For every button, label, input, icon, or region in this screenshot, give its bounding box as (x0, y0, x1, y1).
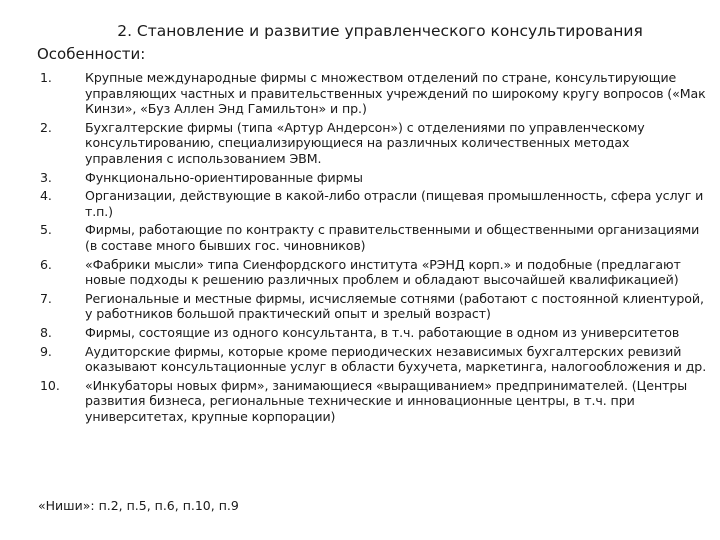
item-number: 1. (40, 70, 52, 85)
list-item (40, 170, 710, 186)
item-number: 7. (40, 290, 52, 306)
list-item (40, 120, 710, 167)
item-text: Региональные и местные фирмы, исчисляемые сотнями (работают с постоянной клиентурой, у работников большой практический опыт и зрелый возраст) (85, 290, 704, 322)
list-item (40, 378, 710, 425)
item-number: 9. (40, 343, 52, 359)
item-number: 6. (40, 256, 52, 272)
list-item (40, 70, 710, 117)
list-item (40, 188, 710, 219)
item-number: 3. (40, 169, 52, 185)
item-text: Крупные международные фирмы с множеством отделений по стране, консультирующие управляющих частных и правительственных учреждений по широкому кругу вопросов («Мак Кинзи», «Буз Аллен Энд Гамильтон» и пр.) (85, 70, 706, 117)
item-text: «Инкубаторы новых фирм», занимающиеся «выращиванием» предпринимателей. (Центры развития бизнеса, региональные технические и инновационные центры, в т.ч. при университетах, крупные корпорации) (85, 377, 688, 424)
item-text: Организации, действующие в какой-либо отрасли (пищевая промышленность, сфера услуг и т.п.) (85, 188, 704, 219)
features-heading: Особенности: (37, 45, 146, 63)
item-number: 5. (40, 222, 52, 238)
slide-title: 2. Становление и развитие управленческого консультирования (117, 22, 643, 40)
item-text: «Фабрики мысли» типа Сиенфордского института «РЭНД корп.» и подобные (предлагают новые подходы к решению различных проблем и обладают высочайшей квалификацией) (85, 256, 681, 288)
item-text: Фирмы, состоящие из одного консультанта, в т.ч. работающие в одном из университетов (85, 324, 680, 340)
item-number: 4. (40, 188, 52, 204)
item-text: Бухгалтерские фирмы (типа «Артур Андерсон») с отделениями по управленческому консультированию, специализирующиеся на различных количественных методах управления с использованием ЭВМ. (85, 119, 645, 166)
item-number: 10. (40, 377, 60, 393)
item-text: Аудиторские фирмы, которые кроме периодических независимых бухгалтерских ревизий оказывают консультационные услуг в области бухучета, маркетинга, налогообложения и др. (85, 343, 707, 375)
list-item (40, 291, 710, 322)
list-item (40, 257, 710, 288)
item-number: 2. (40, 119, 52, 135)
niches-note: «Ниши»: п.2, п.5, п.6, п.10, п.9 (38, 498, 239, 513)
item-text: Функционально-ориентированные фирмы (85, 169, 363, 185)
list-item (40, 222, 710, 253)
features-list (40, 70, 710, 427)
item-text: Фирмы, работающие по контракту с правительственными и общественными организациями (в составе много бывших гос. чиновников) (85, 222, 700, 253)
list-item (40, 325, 710, 341)
item-number: 8. (40, 324, 52, 340)
list-item (40, 344, 710, 375)
